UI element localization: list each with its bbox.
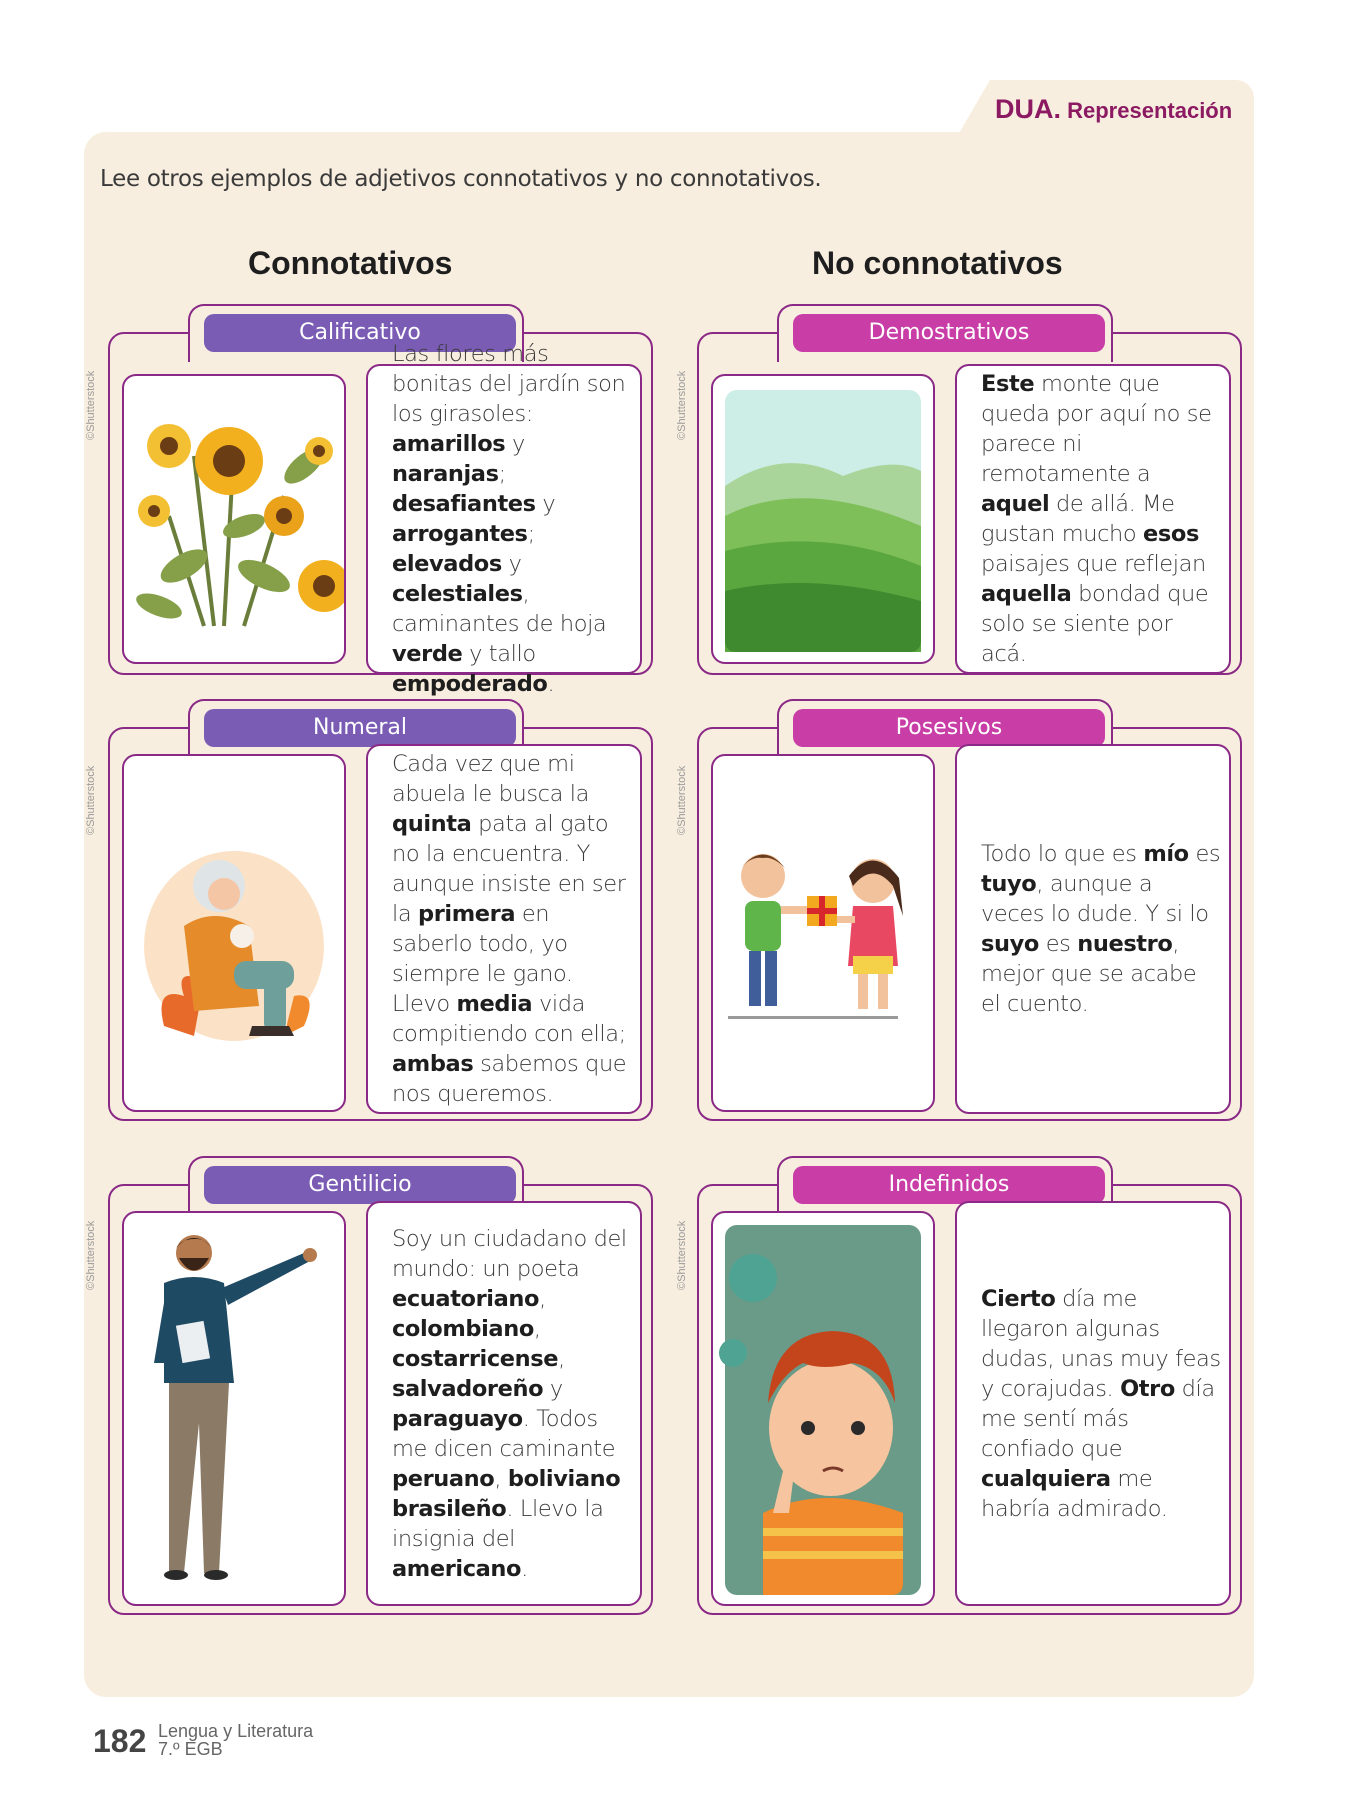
text-box <box>366 341 642 697</box>
adjective-highlight: brasileño <box>392 1495 507 1522</box>
example-text <box>392 339 632 699</box>
text-segment: , aunque a veces lo dude. Y si lo <box>981 871 1209 927</box>
label-posesivos: Posesivos <box>793 709 1105 747</box>
image-grandmother <box>122 754 346 1112</box>
text-segment: ; <box>498 461 506 487</box>
text-segment: Todo lo que es <box>981 841 1144 867</box>
adjective-highlight: tuyo <box>981 871 1037 897</box>
text-segment: . <box>521 1555 528 1582</box>
adjective-highlight: Este <box>981 371 1035 397</box>
text-segment: monte que queda por aquí no se parece ni remotamente a <box>981 371 1212 487</box>
text-segment: vida compitiendo con ella; <box>392 991 626 1047</box>
page-number: 182 <box>93 1723 147 1759</box>
text-segment: , caminantes de hoja <box>392 581 607 637</box>
text-box <box>955 1201 1231 1606</box>
adjective-highlight: empoderado <box>392 671 548 697</box>
text-segment: y <box>505 431 525 457</box>
text-segment: , <box>494 1465 508 1492</box>
adjective-highlight: Cierto <box>981 1285 1056 1312</box>
text-segment: Soy un ciudadano del mundo: un poeta <box>392 1225 627 1282</box>
text-segment: , <box>558 1345 565 1372</box>
adjective-highlight: paraguayo <box>392 1405 523 1432</box>
image-landscape <box>711 374 935 664</box>
adjective-highlight: media <box>456 991 533 1017</box>
text-segment: es <box>1188 841 1221 867</box>
adjective-highlight: peruano <box>392 1465 495 1492</box>
adjective-highlight: elevados <box>392 551 502 577</box>
text-segment: paisajes que reflejan <box>981 551 1206 577</box>
card-demostrativos <box>697 320 1242 675</box>
label-indefinidos: Indefinidos <box>793 1166 1105 1204</box>
adjective-highlight: nuestro <box>1077 931 1173 957</box>
text-segment: y <box>535 491 556 517</box>
text-segment: día me llegaron algunas dudas, unas muy feas y corajudas. <box>981 1285 1221 1402</box>
text-box <box>955 364 1231 674</box>
example-text <box>981 369 1221 669</box>
adjective-highlight: quinta <box>392 811 472 837</box>
image-poet <box>122 1211 346 1606</box>
column-title-no-connotativos: No connotativos <box>812 245 1063 281</box>
adjective-highlight: verde <box>392 641 463 667</box>
dua-rest: Representación <box>1067 98 1233 123</box>
card-indefinidos <box>697 1172 1242 1615</box>
adjective-highlight: aquella <box>981 581 1072 607</box>
example-text <box>981 839 1221 1019</box>
card-numeral <box>108 715 653 1121</box>
adjective-highlight: boliviano <box>507 1465 621 1492</box>
image-credit: ©Shutterstock <box>85 1220 97 1290</box>
image-credit: ©Shutterstock <box>85 370 97 440</box>
text-box <box>366 1201 642 1606</box>
subject-name: Lengua y Literatura <box>158 1721 314 1741</box>
text-box <box>955 744 1231 1114</box>
image-children-gift <box>711 754 935 1112</box>
image-sunflowers <box>122 374 346 664</box>
column-title-connotativos: Connotativos <box>248 245 453 281</box>
text-segment: de allá. Me gustan mucho <box>981 491 1175 547</box>
example-text <box>392 749 632 1109</box>
card-posesivos <box>697 715 1242 1121</box>
adjective-highlight: ecuatoriano <box>392 1285 540 1312</box>
adjective-highlight: desafiantes <box>392 491 536 517</box>
text-segment: Las flores más bonitas del jardín son los girasoles: <box>392 341 626 427</box>
label-calificativo: Calificativo <box>204 314 516 352</box>
footer-subject <box>158 1722 313 1758</box>
adjective-highlight: aquel <box>981 491 1050 517</box>
adjective-highlight: colombiano <box>392 1315 534 1342</box>
adjective-highlight: ambas <box>392 1051 474 1077</box>
image-credit: ©Shutterstock <box>676 370 688 440</box>
text-box <box>366 744 642 1114</box>
adjective-highlight: celestiales <box>392 581 523 607</box>
text-segment: y <box>501 551 522 577</box>
dua-heading <box>995 94 1232 125</box>
example-text <box>981 1284 1221 1524</box>
text-segment: me habría admirado. <box>981 1465 1168 1522</box>
label-gentilicio: Gentilicio <box>204 1166 516 1204</box>
label-demostrativos: Demostrativos <box>793 314 1105 352</box>
adjective-highlight: costarricense <box>392 1345 559 1372</box>
image-credit: ©Shutterstock <box>676 765 688 835</box>
adjective-highlight: americano <box>392 1555 522 1582</box>
adjective-highlight: salvadoreño <box>392 1375 544 1402</box>
adjective-highlight: esos <box>1143 521 1199 547</box>
card-gentilicio <box>108 1172 653 1615</box>
adjective-highlight: cualquiera <box>981 1465 1111 1492</box>
adjective-highlight: arrogantes <box>392 521 528 547</box>
text-segment: bondad que solo se siente por acá. <box>981 581 1209 667</box>
text-segment: día me sentí más confiado que <box>981 1375 1215 1462</box>
text-segment: . Todos me dicen caminante <box>392 1405 616 1462</box>
example-text <box>392 1224 632 1584</box>
text-segment: ; <box>527 521 535 547</box>
adjective-highlight: suyo <box>981 931 1039 957</box>
card-calificativo <box>108 320 653 697</box>
text-segment: . Llevo la insignia del <box>392 1495 604 1552</box>
intro-text: Lee otros ejemplos de adjetivos connotativos y no connotativos. <box>100 166 822 192</box>
text-segment: , mejor que se acabe el cuento. <box>981 931 1197 1017</box>
text-segment: en saberlo todo, yo siempre le gano. Llevo <box>392 901 573 1017</box>
label-numeral: Numeral <box>204 709 516 747</box>
text-segment: . <box>547 671 555 697</box>
adjective-highlight: naranjas <box>392 461 499 487</box>
adjective-highlight: amarillos <box>392 431 506 457</box>
image-doubtful-boy <box>711 1211 935 1606</box>
text-segment: y <box>543 1375 563 1402</box>
text-segment: es <box>1038 931 1078 957</box>
image-credit: ©Shutterstock <box>676 1220 688 1290</box>
adjective-highlight: primera <box>418 901 516 927</box>
image-credit: ©Shutterstock <box>85 765 97 835</box>
text-segment: , <box>533 1315 541 1342</box>
adjective-highlight: Otro <box>1120 1375 1175 1402</box>
text-segment: pata al gato no la encuentra. Y aunque insiste en ser la <box>392 811 626 927</box>
text-segment: , <box>539 1285 546 1312</box>
text-segment: sabemos que nos queremos. <box>392 1051 627 1107</box>
text-segment: Cada vez que mi abuela le busca la <box>392 751 590 807</box>
adjective-highlight: mío <box>1143 841 1189 867</box>
grade-level: 7.º EGB <box>158 1739 223 1759</box>
text-segment: y tallo <box>462 641 536 667</box>
dua-bold: DUA. <box>995 94 1061 124</box>
